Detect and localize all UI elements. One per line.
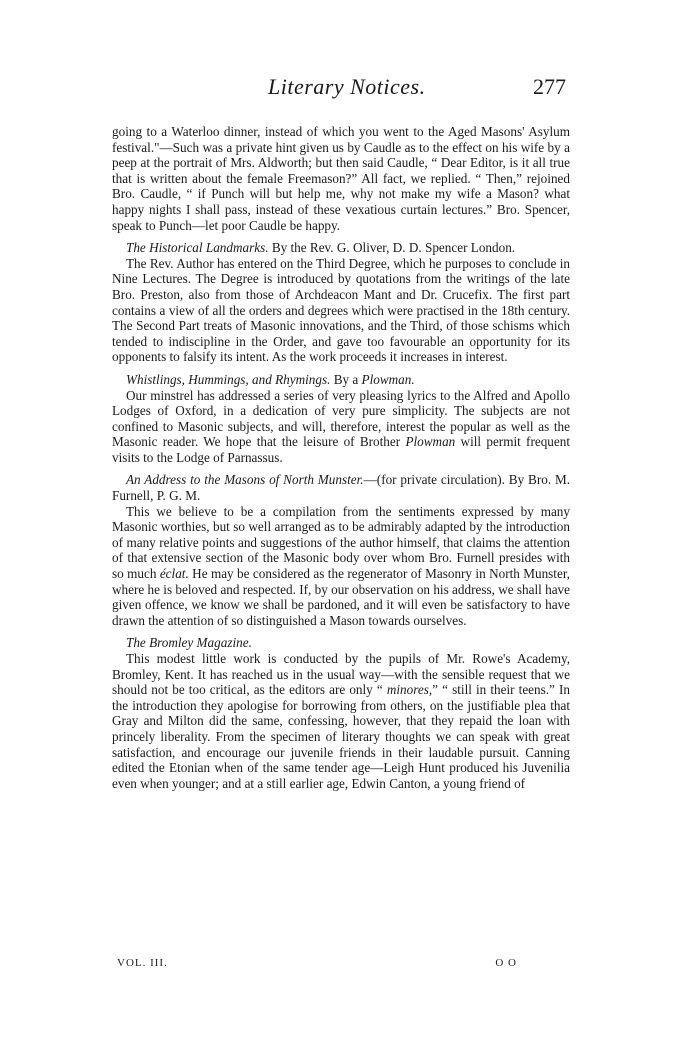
text-run-italic: minores, xyxy=(386,682,433,698)
paragraph-caudle: going to a Waterloo dinner, instead of which you went to the Aged Masons' Asylum festival."—Such was a private hint given us by Caudle as to the effect on his wife by a peep at the portrait of Mrs. Aldworth; but then said Caudle, “ Dear Editor, is it all true that is written about the female Freemason?” All fact, we replied. “ Then,” rejoined Bro. Caudle, “ if Punch will but help me, why not make my wife a Mason? what happy nights I shall pass, instead of these vexatious curtain lectures.” Bro. Spencer, speak to Punch—let poor Caudle be happy. xyxy=(112,124,570,233)
notice-title: Whistlings, Hummings, and Rhymings. xyxy=(126,371,331,387)
text-run: He may be considered as the regenerator of Masonry in North Munster, where he is beloved and respected. If, by our observation on his address, we shall have given offence, we know we shall be pardoned, and it will even be satisfactory to have drawn the attention of so distinguished a Mason towards ourselves. xyxy=(112,566,570,628)
page-body xyxy=(112,124,570,791)
signature-mark: O O xyxy=(495,957,517,969)
paragraph-north-munster xyxy=(112,504,570,629)
text-run: This we believe to be a compilation from the sentiments expressed by many Masonic worthies, but so well arranged as to be admirably adapted by the introduction of many relative points and suggestions of the author himself, that claims the attention of that extensive section of the Masonic body over whom Bro. Furnell presides with so much xyxy=(112,503,570,582)
notice-byline: By a xyxy=(330,371,362,387)
text-run: will permit frequent visits to the Lodge of Parnassus. xyxy=(112,434,570,465)
page-number: 277 xyxy=(533,74,566,99)
running-header xyxy=(108,74,566,104)
notice-heading-north-munster xyxy=(112,472,570,503)
page-footer xyxy=(117,957,517,973)
notice-title: The Historical Landmarks. xyxy=(126,240,269,256)
volume-label: VOL. III. xyxy=(117,957,168,969)
running-title: Literary Notices. xyxy=(268,74,426,99)
paragraph-bromley xyxy=(112,651,570,791)
text-run-italic: Plowman xyxy=(405,434,456,450)
notice-heading-bromley xyxy=(112,635,570,651)
text-run: ” “ still in their teens.” In the introduction they apologise for borrowing from others, on the justifiable plea that Gray and Milton did the same, confessing, however, that they repaid the loan with princely liberality. From the specimen of literary thoughts we can speak with great satisfaction, and encourage our juvenile friends in their laudable pursuit. Canning edited the Etonian when of the same tender age—Leigh Hunt produced his Juvenilia even when younger; and at a still earlier age, Edwin Canton, a young friend of xyxy=(112,682,571,791)
notice-author: Plowman. xyxy=(361,371,415,387)
notice-title: The Bromley Magazine. xyxy=(126,635,252,651)
notice-byline: —(for private circulation). By Bro. M. Furnell, P. G. M. xyxy=(112,472,571,504)
paragraph-historical-landmarks: The Rev. Author has entered on the Third Degree, which he purposes to conclude in Nine Lectures. The Degree is introduced by quotations from the writings of the late Bro. Preston, also from those of Archdeacon Mant and Dr. Crucefix. The first part contains a view of all the orders and degrees which were practised in the 18th century. The Second Part treats of Masonic innovations, and the Third, of those schisms which tended to indiscipline in the Order, and gave too favourable an opportunity for its opponents to falsify its intent. As the work proceeds it increases in interest. xyxy=(112,255,570,365)
text-run: This modest little work is conducted by the pupils of Mr. Rowe's Academy, Bromley, Kent. It has reached us in the usual way—with the sensible request that we should not be too critical, as the editors are only “ xyxy=(112,651,570,698)
text-run: Our minstrel has addressed a series of very pleasing lyrics to the Alfred and Apollo Lodges of Oxford, in a dedication of very pure simplicity. The subjects are not confined to Masonic subjects, and will, therefore, interest the popular as well as the Masonic reader. We hope that the leisure of Brother xyxy=(112,387,570,450)
paragraph-whistlings xyxy=(112,388,570,466)
notice-title: An Address to the Masons of North Munster. xyxy=(126,472,364,488)
text-run-italic: éclat. xyxy=(159,566,189,582)
notice-heading-historical-landmarks xyxy=(112,240,570,256)
notice-byline: By the Rev. G. Oliver, D. D. Spencer London. xyxy=(268,240,516,256)
notice-heading-whistlings xyxy=(112,372,570,388)
